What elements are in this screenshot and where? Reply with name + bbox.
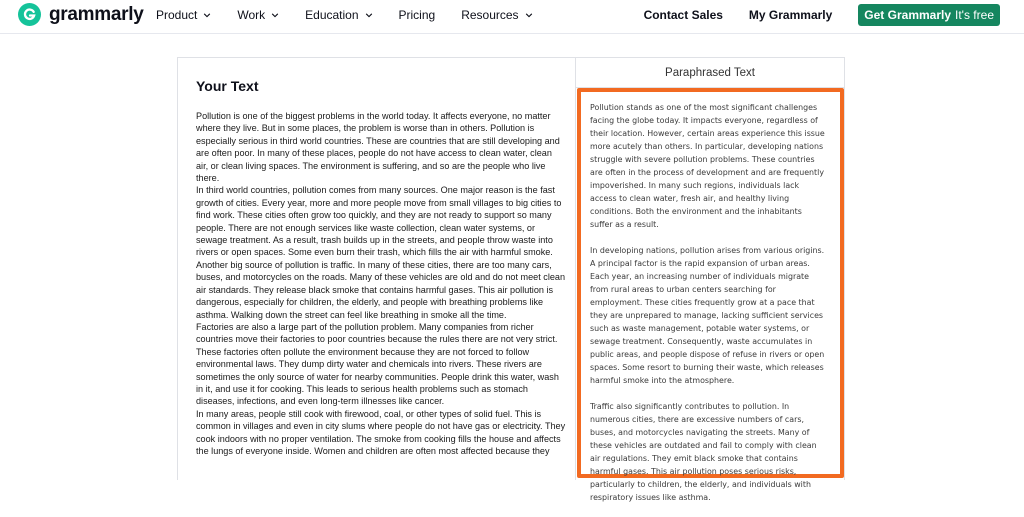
input-paragraph: Pollution is one of the biggest problems in the world today. It affects everyone, no matter where they live. But in some places, the problem is worse than in others. Pollution is especially serious in third world countries. These are countries that are still developing and are often poor. In many of these places, people do not have access to clean water, clean air, or clean living spaces. The environment is suffering, and so are the people who live there.	[196, 111, 560, 184]
top-navigation-bar	[0, 0, 1024, 34]
cta-label: Get Grammarly	[864, 8, 952, 22]
output-paragraph: Pollution stands as one of the most significant challenges facing the globe today. It impacts everyone, regardless of their location. However, certain areas experience this issue more acutely than others. In particular, developing nations struggle with severe pollution problems. These countries are often in the process of development and are frequently impoverished. In many such regions, individuals lack access to clean water, fresh air, and healthy living conditions. Both the environment and the inhabitants suffer as a result.	[590, 103, 825, 229]
input-paragraph: Another big source of pollution is traffic. In many of these cities, there are too many cars, buses, and motorcycles on the roads. Many of these vehicles are old and do not meet clean air standards. They release black smoke that contains harmful gases. This air pollution is dangerous, especially for children, the elderly, and people with breathing problems like asthma. Walking down the street can feel like breathing in smoke all the time.	[196, 259, 566, 320]
contact-sales-link[interactable]: Contact Sales	[643, 8, 723, 22]
nav-product[interactable]	[156, 8, 211, 22]
paraphrased-output-highlight	[577, 88, 844, 502]
chevron-down-icon	[271, 11, 279, 19]
chevron-down-icon	[525, 11, 533, 19]
main-nav	[156, 0, 559, 30]
nav-product-label: Product	[156, 8, 198, 22]
output-paragraph: Traffic also significantly contributes to pollution. In numerous cities, there are excessive numbers of cars, buses, and motorcycles navigating the streets. Many of these vehicles are outdated and fail to comply with clean air regulations. They emit black smoke that contains harmful gases. This air pollution poses serious risks, particularly to children, the elderly, and individuals with respiratory issues like asthma.	[590, 402, 817, 502]
nav-resources[interactable]	[461, 8, 532, 22]
nav-pricing[interactable]	[399, 8, 436, 22]
nav-work-label: Work	[237, 8, 266, 22]
nav-education[interactable]	[305, 8, 372, 22]
output-paragraph: In developing nations, pollution arises from various origins. A principal factor is the rapid expansion of urban areas. Each year, an increasing number of individuals migrate from rural areas to urban centers searching for employment. These cities frequently grow at a pace that they are unprepared to manage, lacking sufficient services such as waste management, potable water systems, or sewage treatment. Consequently, waste accumulates in public areas, and people dispose of refuse in rivers or open spaces. Some resort to burning their waste, which releases harmful smoke into the atmosphere.	[590, 246, 825, 385]
input-text-area[interactable]	[196, 110, 566, 457]
my-grammarly-link[interactable]: My Grammarly	[748, 8, 833, 22]
chevron-down-icon	[365, 11, 373, 19]
input-paragraph: In many areas, people still cook with firewood, coal, or other types of solid fuel. This is common in villages and even in city slums where people do not have gas or electricity. They cook indoors with no proper ventilation. The smoke from cooking fills the house and affects the lungs of everyone inside. Women and children are often most affected because they	[196, 408, 566, 456]
grammarly-g-icon	[18, 3, 41, 26]
nav-pricing-label: Pricing	[398, 8, 436, 22]
nav-work[interactable]	[237, 8, 279, 22]
your-text-panel	[177, 57, 576, 480]
nav-education-label: Education	[305, 8, 359, 22]
cta-free-label: It's free	[955, 8, 994, 22]
paraphrased-text-heading: Paraphrased Text	[576, 58, 844, 88]
input-paragraph: In third world countries, pollution comes from many sources. One major reason is the fast growth of cities. Every year, more and more people move from small villages to big cities to find work. These cities often grow too quickly, and they are not ready to support so many people. There are not enough services like waste collection, clean water systems, or sewage treatment. As a result, trash builds up in the streets, and people throw waste into rivers or open spaces. Some even burn their trash, which fills the air with harmful smoke.	[196, 185, 562, 258]
nav-resources-label: Resources	[461, 8, 519, 22]
input-paragraph: Factories are also a large part of the pollution problem. Many companies from richer countries move their factories to poor countries because the rules there are not very strict. These factories often pollute the environment because they are not forced to follow environmental laws. They dump dirty water and chemicals into rivers. These rivers are sometimes the only source of water for nearby communities. People drink this water, wash in it, and use it for cooking. This leads to serious health problems such as stomach diseases, infections, and even long-term illnesses like cancer.	[196, 321, 559, 407]
chevron-down-icon	[203, 11, 211, 19]
header-actions	[644, 4, 1000, 26]
paraphrased-output-text[interactable]	[590, 101, 826, 517]
get-grammarly-button[interactable]	[858, 4, 1000, 26]
your-text-heading: Your Text	[196, 78, 259, 94]
brand-name: grammarly	[49, 3, 144, 25]
grammarly-logo[interactable]	[18, 3, 143, 26]
